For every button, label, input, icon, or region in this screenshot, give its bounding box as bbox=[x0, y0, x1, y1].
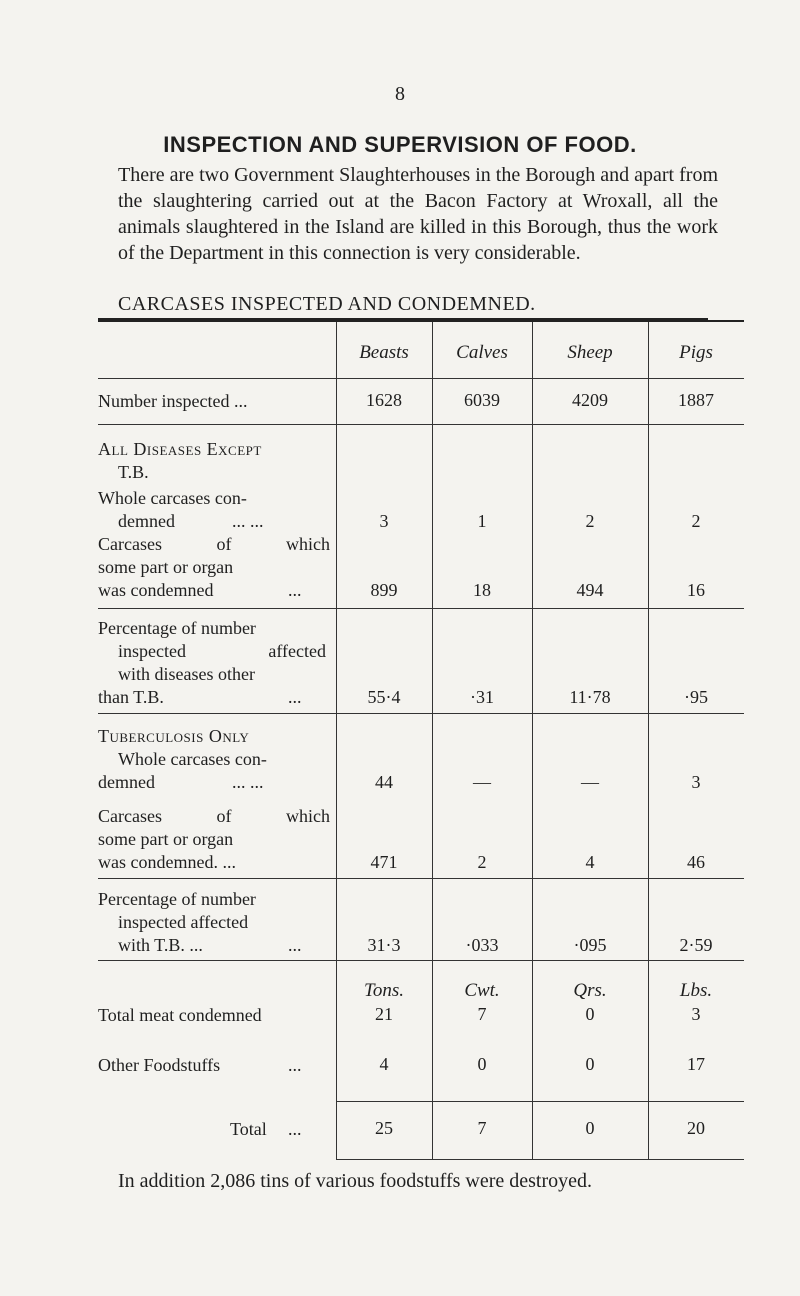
row-label-percentage-tb: Percentage of number bbox=[98, 889, 256, 909]
column-rule bbox=[648, 322, 649, 1159]
cell-value: 1 bbox=[477, 511, 487, 531]
row-label-dots: ... bbox=[288, 1055, 302, 1075]
cell-value: 3 bbox=[379, 511, 389, 531]
row-label-tb-part-line2: some part or organ bbox=[98, 829, 234, 849]
row-label-percentage-other-line2: inspected affected bbox=[118, 641, 326, 661]
row-label-percentage-other-line3: with diseases other bbox=[118, 664, 255, 684]
column-rule bbox=[336, 322, 337, 1159]
cell-value: ·95 bbox=[684, 687, 708, 707]
cell-value: 494 bbox=[576, 580, 604, 600]
row-label-dots: ... bbox=[288, 687, 302, 707]
cell-value: 899 bbox=[370, 580, 398, 600]
row-label-percentage-tb-line2: inspected affected bbox=[118, 912, 249, 932]
section-heading-all-diseases-line2: T.B. bbox=[118, 462, 149, 482]
cell-value: 2 bbox=[477, 852, 487, 872]
row-label-dots: ... ... bbox=[232, 511, 264, 531]
unit-lbs: Lbs. bbox=[679, 980, 713, 1001]
cell-value: 2 bbox=[585, 511, 595, 531]
row-label-total-meat: Total meat condemned bbox=[98, 1005, 262, 1025]
cell-value: 0 bbox=[585, 1118, 595, 1138]
row-label-tb-part-line3: was condemned. ... bbox=[98, 852, 236, 872]
cell-value: 6039 bbox=[464, 390, 500, 410]
cell-value: ·033 bbox=[465, 935, 499, 955]
row-label-other-foodstuffs: Other Foodstuffs bbox=[98, 1055, 221, 1075]
cell-value: 11·78 bbox=[569, 687, 611, 707]
section-heading-all-diseases: All Diseases Except bbox=[98, 439, 262, 459]
row-label-tb-part: Carcases of which bbox=[98, 806, 330, 826]
cell-value: 21 bbox=[375, 1004, 393, 1024]
cell-value: 0 bbox=[477, 1054, 487, 1074]
row-label-part-condemned-line2: some part or organ bbox=[98, 557, 234, 577]
cell-value: 44 bbox=[375, 772, 393, 792]
cell-value: 471 bbox=[370, 852, 398, 872]
footer-note: In addition 2,086 tins of various foodstuffs were destroyed. bbox=[118, 1170, 592, 1192]
row-label-percentage-tb-line3: with T.B. ... bbox=[118, 935, 203, 955]
cell-value: 7 bbox=[477, 1004, 487, 1024]
cell-value: 20 bbox=[687, 1118, 705, 1138]
row-label-tb-whole: Whole carcases con- bbox=[118, 749, 267, 769]
column-rule bbox=[532, 322, 533, 1159]
row-label-part-condemned-line3: was condemned bbox=[98, 580, 214, 600]
row-label-dots: ... bbox=[288, 580, 302, 600]
row-label-dots: ... ... bbox=[232, 772, 264, 792]
row-rule bbox=[336, 1159, 744, 1160]
unit-tons: Tons. bbox=[364, 980, 404, 1001]
cell-value: 3 bbox=[691, 1004, 701, 1024]
row-label-total: Total bbox=[230, 1119, 267, 1139]
cell-value: ·095 bbox=[573, 935, 607, 955]
cell-value: 4 bbox=[585, 852, 595, 872]
cell-value: 7 bbox=[477, 1118, 487, 1138]
col-header-sheep: Sheep bbox=[567, 342, 613, 363]
cell-value: 18 bbox=[473, 580, 491, 600]
cell-value: 1887 bbox=[678, 390, 714, 410]
row-label-dots: ... bbox=[288, 935, 302, 955]
page-heading: INSPECTION AND SUPERVISION OF FOOD. bbox=[163, 132, 637, 157]
page-number: 8 bbox=[395, 83, 405, 105]
section-heading-tuberculosis: Tuberculosis Only bbox=[98, 726, 250, 746]
cell-value: 16 bbox=[687, 580, 705, 600]
cell-value: 3 bbox=[691, 772, 701, 792]
cell-value: 1628 bbox=[366, 390, 402, 410]
row-rule bbox=[336, 1101, 744, 1102]
cell-value: ·31 bbox=[470, 687, 494, 707]
row-label-percentage-other-line4: than T.B. bbox=[98, 687, 164, 707]
row-label-percentage-other: Percentage of number bbox=[98, 618, 256, 638]
cell-value: — bbox=[581, 772, 599, 792]
unit-qrs: Qrs. bbox=[573, 980, 607, 1001]
col-header-pigs: Pigs bbox=[679, 342, 713, 363]
unit-cwt: Cwt. bbox=[464, 980, 500, 1001]
row-label-number-inspected: Number inspected ... bbox=[98, 391, 248, 411]
cell-value: 0 bbox=[585, 1004, 595, 1024]
column-rule bbox=[432, 322, 433, 1159]
cell-value: 4 bbox=[379, 1054, 389, 1074]
cell-value: 46 bbox=[687, 852, 705, 872]
col-header-calves: Calves bbox=[456, 342, 508, 363]
cell-value: — bbox=[473, 772, 491, 792]
cell-value: 31·3 bbox=[367, 935, 401, 955]
cell-value: 55·4 bbox=[367, 687, 401, 707]
row-label-whole-carcases: Whole carcases con- bbox=[98, 488, 247, 508]
row-label-part-condemned: Carcases of which bbox=[98, 534, 330, 554]
intro-paragraph: There are two Government Slaughterhouses in the Borough and apart from the slaughtering carried out at the Bacon Factory at Wroxall, all the animals slaughtered in the Island are killed in this Borough, thus the work of the Department in this connection is very considerable. bbox=[118, 164, 718, 264]
col-header-beasts: Beasts bbox=[359, 342, 409, 363]
row-label-whole-carcases-line2: demned bbox=[118, 511, 175, 531]
cell-value: 2 bbox=[691, 511, 701, 531]
table-title: CARCASES INSPECTED AND CONDEMNED. bbox=[118, 293, 536, 315]
cell-value: 2·59 bbox=[679, 935, 713, 955]
row-label-dots: ... bbox=[288, 1119, 302, 1139]
cell-value: 4209 bbox=[572, 390, 608, 410]
cell-value: 0 bbox=[585, 1054, 595, 1074]
row-label-tb-whole-line2: demned bbox=[98, 772, 155, 792]
cell-value: 17 bbox=[687, 1054, 705, 1074]
cell-value: 25 bbox=[375, 1118, 393, 1138]
